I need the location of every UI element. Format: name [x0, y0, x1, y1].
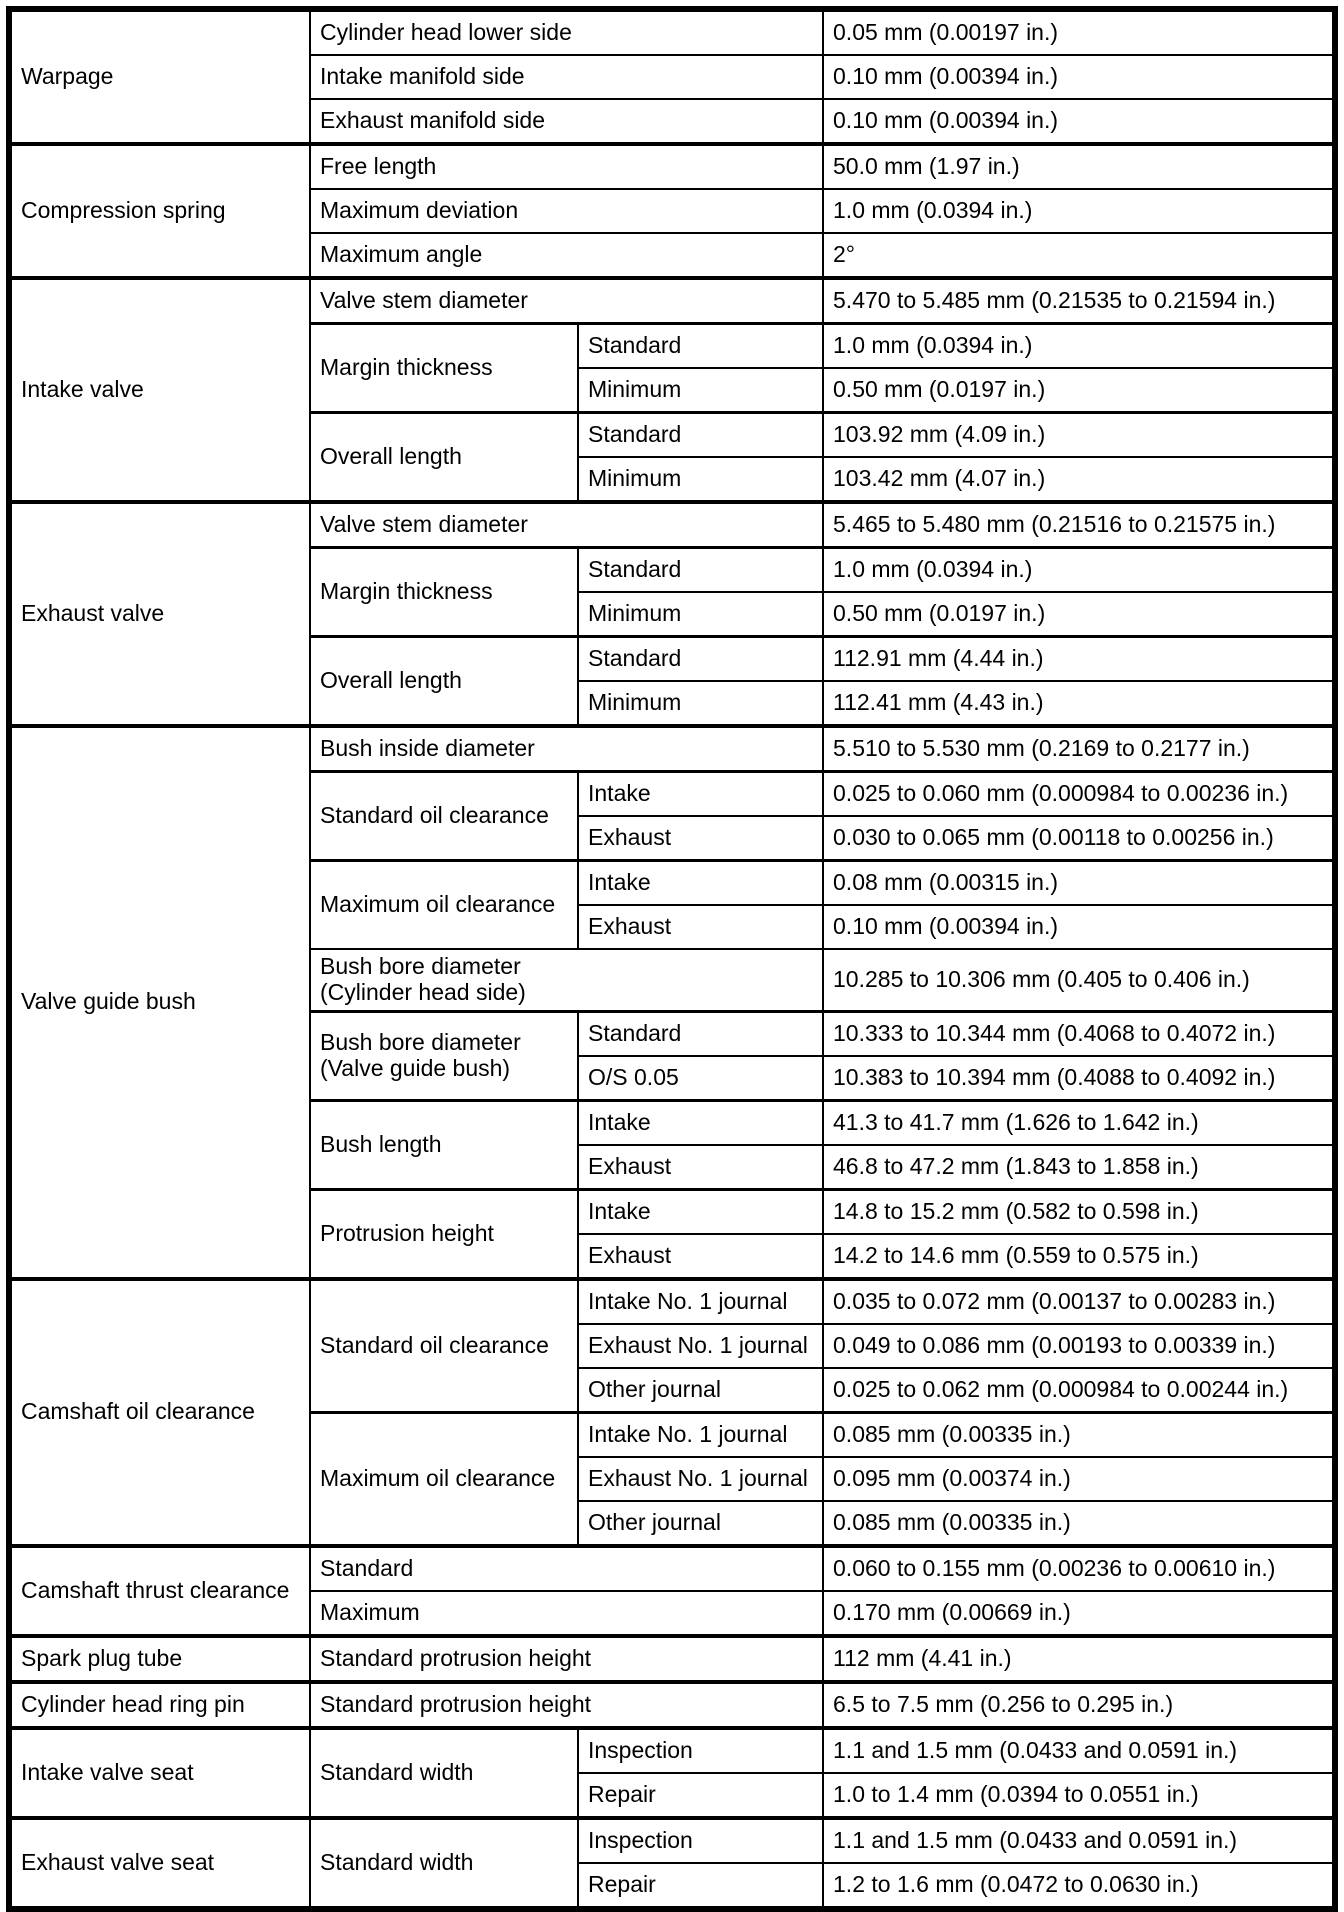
value-cell: 0.10 mm (0.00394 in.)	[823, 905, 1335, 949]
item-label-cell: Free length	[310, 144, 823, 189]
item-label-cell: Overall length	[310, 637, 578, 727]
value-cell: 41.3 to 41.7 mm (1.626 to 1.642 in.)	[823, 1100, 1335, 1145]
value-cell: 1.0 mm (0.0394 in.)	[823, 189, 1335, 233]
table-row	[9, 502, 1335, 548]
value-cell: 0.025 to 0.062 mm (0.000984 to 0.00244 in.)	[823, 1368, 1335, 1413]
category-cell: Exhaust valve	[9, 502, 310, 726]
variant-label-cell: Repair	[578, 1773, 823, 1818]
item-label-cell: Maximum angle	[310, 233, 823, 278]
variant-label-cell: Intake No. 1 journal	[578, 1412, 823, 1457]
item-label-cell: Standard oil clearance	[310, 1279, 578, 1413]
value-cell: 5.510 to 5.530 mm (0.2169 to 0.2177 in.)	[823, 726, 1335, 772]
value-cell: 103.42 mm (4.07 in.)	[823, 457, 1335, 502]
variant-label-cell: O/S 0.05	[578, 1056, 823, 1101]
table-row	[9, 9, 1335, 55]
variant-label-cell: Intake	[578, 1100, 823, 1145]
table-row	[9, 726, 1335, 772]
value-cell: 0.10 mm (0.00394 in.)	[823, 99, 1335, 144]
variant-label-cell: Intake	[578, 1189, 823, 1234]
variant-label-cell: Minimum	[578, 681, 823, 726]
variant-label-cell: Minimum	[578, 368, 823, 413]
item-label-cell: Standard protrusion height	[310, 1682, 823, 1728]
value-cell: 0.049 to 0.086 mm (0.00193 to 0.00339 in.)	[823, 1324, 1335, 1368]
variant-label-cell: Standard	[578, 1011, 823, 1056]
item-label-cell: Maximum deviation	[310, 189, 823, 233]
variant-label-cell: Exhaust No. 1 journal	[578, 1324, 823, 1368]
variant-label-cell: Exhaust	[578, 816, 823, 861]
value-cell: 0.170 mm (0.00669 in.)	[823, 1591, 1335, 1636]
table-row	[9, 1728, 1335, 1773]
value-cell: 0.035 to 0.072 mm (0.00137 to 0.00283 in.)	[823, 1279, 1335, 1324]
item-label-cell: Margin thickness	[310, 324, 578, 413]
category-cell: Spark plug tube	[9, 1636, 310, 1682]
value-cell: 2°	[823, 233, 1335, 278]
value-cell: 0.10 mm (0.00394 in.)	[823, 55, 1335, 99]
table-row	[9, 278, 1335, 324]
value-cell: 1.2 to 1.6 mm (0.0472 to 0.0630 in.)	[823, 1863, 1335, 1909]
item-label-cell: Standard oil clearance	[310, 772, 578, 861]
item-label-cell: Exhaust manifold side	[310, 99, 823, 144]
value-cell: 1.1 and 1.5 mm (0.0433 and 0.0591 in.)	[823, 1818, 1335, 1863]
variant-label-cell: Exhaust	[578, 1234, 823, 1279]
category-cell: Camshaft oil clearance	[9, 1279, 310, 1546]
variant-label-cell: Standard	[578, 637, 823, 682]
item-label-cell: Maximum oil clearance	[310, 861, 578, 950]
table-row	[9, 1636, 1335, 1682]
item-label-cell: Overall length	[310, 413, 578, 503]
item-label-cell: Standard width	[310, 1728, 578, 1818]
value-cell: 0.08 mm (0.00315 in.)	[823, 861, 1335, 906]
value-cell: 0.060 to 0.155 mm (0.00236 to 0.00610 in.)	[823, 1546, 1335, 1591]
item-label-cell: Standard width	[310, 1818, 578, 1909]
value-cell: 14.2 to 14.6 mm (0.559 to 0.575 in.)	[823, 1234, 1335, 1279]
item-label-cell: Maximum oil clearance	[310, 1412, 578, 1546]
value-cell: 1.0 to 1.4 mm (0.0394 to 0.0551 in.)	[823, 1773, 1335, 1818]
variant-label-cell: Minimum	[578, 457, 823, 502]
value-cell: 50.0 mm (1.97 in.)	[823, 144, 1335, 189]
variant-label-cell: Other journal	[578, 1501, 823, 1546]
table-row	[9, 1546, 1335, 1591]
value-cell: 5.470 to 5.485 mm (0.21535 to 0.21594 in.)	[823, 278, 1335, 324]
item-label-cell: Standard	[310, 1546, 823, 1591]
value-cell: 0.095 mm (0.00374 in.)	[823, 1457, 1335, 1501]
category-cell: Intake valve seat	[9, 1728, 310, 1818]
item-label-cell: Intake manifold side	[310, 55, 823, 99]
value-cell: 14.8 to 15.2 mm (0.582 to 0.598 in.)	[823, 1189, 1335, 1234]
value-cell: 0.50 mm (0.0197 in.)	[823, 592, 1335, 637]
value-cell: 0.085 mm (0.00335 in.)	[823, 1501, 1335, 1546]
variant-label-cell: Inspection	[578, 1818, 823, 1863]
item-label-cell: Cylinder head lower side	[310, 9, 823, 55]
variant-label-cell: Minimum	[578, 592, 823, 637]
variant-label-cell: Exhaust	[578, 1145, 823, 1190]
category-cell: Valve guide bush	[9, 726, 310, 1279]
value-cell: 103.92 mm (4.09 in.)	[823, 413, 1335, 458]
specifications-table-body	[9, 9, 1335, 1909]
variant-label-cell: Standard	[578, 548, 823, 593]
table-row	[9, 1818, 1335, 1863]
value-cell: 6.5 to 7.5 mm (0.256 to 0.295 in.)	[823, 1682, 1335, 1728]
value-cell: 0.025 to 0.060 mm (0.000984 to 0.00236 in.)	[823, 772, 1335, 817]
item-label-cell: Standard protrusion height	[310, 1636, 823, 1682]
value-cell: 1.0 mm (0.0394 in.)	[823, 548, 1335, 593]
value-cell: 0.030 to 0.065 mm (0.00118 to 0.00256 in.)	[823, 816, 1335, 861]
item-label-cell: Margin thickness	[310, 548, 578, 637]
variant-label-cell: Intake No. 1 journal	[578, 1279, 823, 1324]
item-label-cell: Bush length	[310, 1100, 578, 1189]
value-cell: 0.50 mm (0.0197 in.)	[823, 368, 1335, 413]
category-cell: Warpage	[9, 9, 310, 144]
value-cell: 112.41 mm (4.43 in.)	[823, 681, 1335, 726]
category-cell: Camshaft thrust clearance	[9, 1546, 310, 1636]
table-row	[9, 144, 1335, 189]
category-cell: Intake valve	[9, 278, 310, 502]
category-cell: Exhaust valve seat	[9, 1818, 310, 1909]
table-row	[9, 1279, 1335, 1324]
value-cell: 46.8 to 47.2 mm (1.843 to 1.858 in.)	[823, 1145, 1335, 1190]
value-cell: 10.383 to 10.394 mm (0.4088 to 0.4092 in.)	[823, 1056, 1335, 1101]
specifications-table	[6, 6, 1338, 1912]
variant-label-cell: Exhaust	[578, 905, 823, 949]
item-label-cell: Protrusion height	[310, 1189, 578, 1279]
item-label-cell: Bush bore diameter (Cylinder head side)	[310, 949, 823, 1011]
variant-label-cell: Intake	[578, 861, 823, 906]
item-label-cell: Valve stem diameter	[310, 502, 823, 548]
value-cell: 1.1 and 1.5 mm (0.0433 and 0.0591 in.)	[823, 1728, 1335, 1773]
variant-label-cell: Standard	[578, 324, 823, 369]
variant-label-cell: Exhaust No. 1 journal	[578, 1457, 823, 1501]
value-cell: 1.0 mm (0.0394 in.)	[823, 324, 1335, 369]
value-cell: 112 mm (4.41 in.)	[823, 1636, 1335, 1682]
item-label-cell: Valve stem diameter	[310, 278, 823, 324]
value-cell: 0.05 mm (0.00197 in.)	[823, 9, 1335, 55]
value-cell: 10.333 to 10.344 mm (0.4068 to 0.4072 in.)	[823, 1011, 1335, 1056]
value-cell: 5.465 to 5.480 mm (0.21516 to 0.21575 in.)	[823, 502, 1335, 548]
category-cell: Cylinder head ring pin	[9, 1682, 310, 1728]
variant-label-cell: Standard	[578, 413, 823, 458]
item-label-cell: Bush inside diameter	[310, 726, 823, 772]
value-cell: 112.91 mm (4.44 in.)	[823, 637, 1335, 682]
category-cell: Compression spring	[9, 144, 310, 278]
variant-label-cell: Inspection	[578, 1728, 823, 1773]
variant-label-cell: Repair	[578, 1863, 823, 1909]
value-cell: 10.285 to 10.306 mm (0.405 to 0.406 in.)	[823, 949, 1335, 1011]
variant-label-cell: Other journal	[578, 1368, 823, 1413]
value-cell: 0.085 mm (0.00335 in.)	[823, 1412, 1335, 1457]
item-label-cell: Maximum	[310, 1591, 823, 1636]
item-label-cell: Bush bore diameter (Valve guide bush)	[310, 1011, 578, 1100]
variant-label-cell: Intake	[578, 772, 823, 817]
table-row	[9, 1682, 1335, 1728]
